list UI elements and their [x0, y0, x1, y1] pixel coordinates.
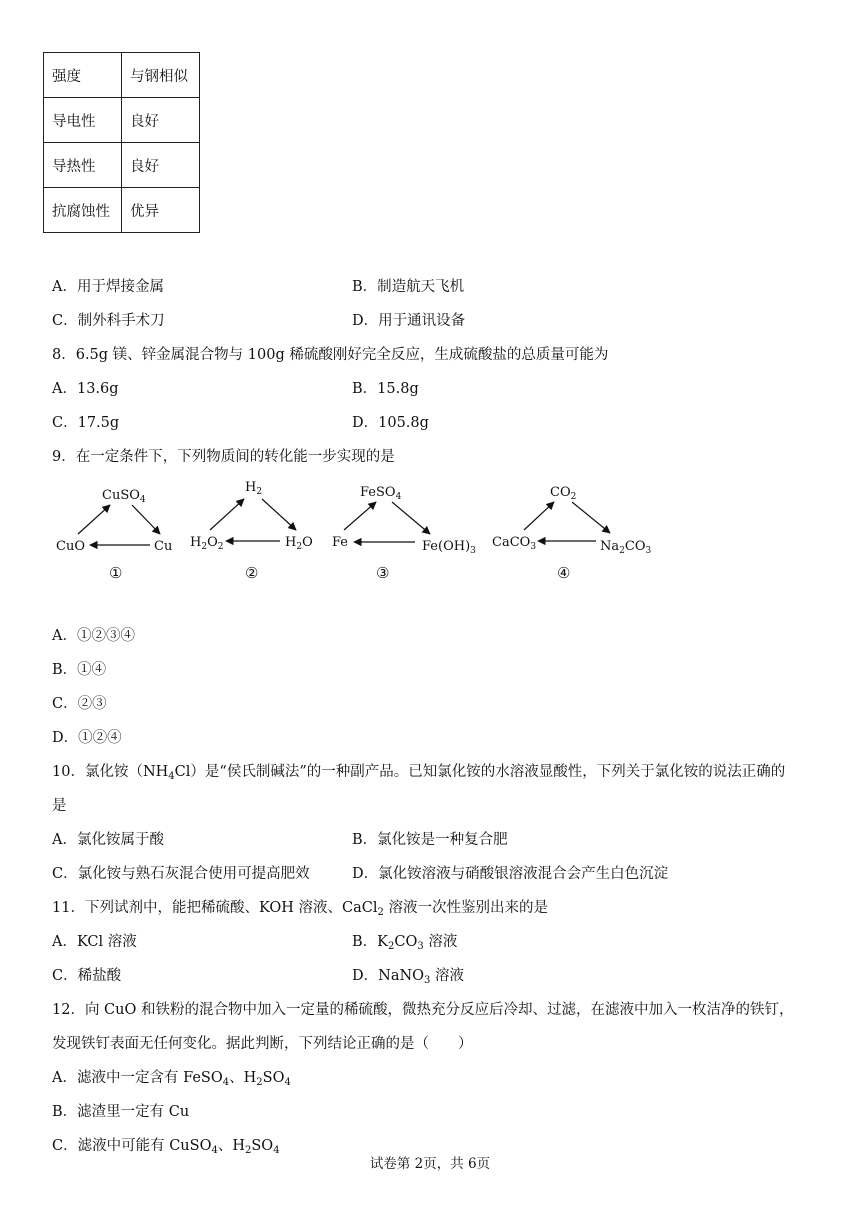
- table-cell: 抗腐蚀性: [44, 188, 122, 233]
- q10-option-a: A．氯化铵属于酸: [52, 832, 164, 848]
- q7-option-b: B．制造航天飞机: [352, 279, 465, 295]
- conversion-diagrams: [40, 478, 680, 588]
- diagram-4-right: $Na_2CO_3$: [600, 539, 652, 556]
- q12-option-a: A．滤液中一定含有 FeSO$_4$、$H_2SO_4$: [52, 1070, 291, 1088]
- table-cell: 导电性: [44, 98, 122, 143]
- q9-option-c: C．②③: [52, 696, 107, 712]
- arrow: [524, 502, 554, 530]
- q12-stem-line2: 发现铁钉表面无任何变化。据此判断，下列结论正确的是（ ）: [52, 1036, 473, 1052]
- table-cell: 良好: [122, 98, 200, 143]
- q9-option-d: D．①②④: [52, 730, 122, 746]
- diagram-1-top: CuSO$_4$: [102, 488, 146, 505]
- diagram-2-top: $H_2$: [245, 480, 263, 497]
- diagram-1-right: Cu: [154, 539, 173, 554]
- q10-option-c: C．氯化铵与熟石灰混合使用可提高肥效: [52, 866, 310, 882]
- table-cell: 优异: [122, 188, 200, 233]
- diagram-2: [190, 480, 313, 582]
- arrow: [262, 499, 296, 530]
- arrow: [132, 505, 160, 534]
- q12-option-c: C．滤液中可能有 CuSO$_4$、$H_2SO_4$: [52, 1138, 280, 1156]
- diagram-4-top: $CO_2$: [550, 485, 577, 502]
- diagram-4: [492, 485, 651, 582]
- diagram-3: [332, 485, 476, 582]
- page-footer: 试卷第 2页，共 6页: [369, 1156, 491, 1172]
- q11-stem: 11．下列试剂中，能把稀硫酸、KOH 溶液、CaCl$_2$ 溶液一次性鉴别出来的是: [52, 900, 548, 918]
- table-row: [44, 143, 200, 188]
- diagram-3-top: FeSO$_4$: [360, 485, 402, 502]
- properties-table: [43, 52, 200, 233]
- table-row: [44, 188, 200, 233]
- table-cell: 与钢相似: [122, 53, 200, 98]
- q7-option-c: C．制外科手术刀: [52, 313, 165, 329]
- q11-option-b: B．$K_2CO_3$ 溶液: [352, 934, 458, 952]
- arrow: [210, 499, 244, 530]
- q7-option-d: D．用于通讯设备: [352, 313, 466, 329]
- table-cell: 导热性: [44, 143, 122, 188]
- diagram-2-number: ②: [245, 564, 259, 582]
- arrow: [392, 502, 430, 534]
- q8-option-d: D．105.8g: [352, 415, 429, 431]
- q12-option-b: B．滤渣里一定有 Cu: [52, 1104, 190, 1120]
- q10-option-b: B．氯化铵是一种复合肥: [352, 832, 508, 848]
- diagram-4-left: CaCO$_3$: [492, 535, 537, 552]
- q8-option-c: C．17.5g: [52, 415, 120, 431]
- table-cell: 良好: [122, 143, 200, 188]
- q7-option-a: A．用于焊接金属: [52, 279, 164, 295]
- q11-option-a: A．KCl 溶液: [52, 934, 137, 950]
- q11-option-d: D．NaNO$_3$ 溶液: [352, 968, 465, 986]
- q10-option-d: D．氯化铵溶液与硝酸银溶液混合会产生白色沉淀: [352, 866, 669, 882]
- q9-option-a: A．①②③④: [52, 628, 135, 644]
- q8-option-a: A．13.6g: [52, 381, 119, 397]
- diagram-1-left: CuO: [56, 539, 85, 554]
- arrow: [78, 505, 110, 534]
- table-row: [44, 53, 200, 98]
- q10-stem-line1: 10．氯化铵$(NH_4Cl)$是“侯氏制碱法”的一种副产品。已知氯化铵的水溶液显酸性，下列关于氯化铵的说法正确的: [52, 764, 786, 782]
- table-cell: 强度: [44, 53, 122, 98]
- q10-stem-line2: 是: [52, 798, 67, 814]
- arrow: [572, 502, 610, 533]
- q11-option-c: C．稀盐酸: [52, 968, 122, 984]
- diagram-1: [56, 488, 172, 582]
- q8-option-b: B．15.8g: [352, 381, 419, 397]
- q12-stem-line1: 12．向 CuO 和铁粉的混合物中加入一定量的稀硫酸，微热充分反应后冷却、过滤，在滤液中加入一枚洁净的铁钉，: [52, 1002, 794, 1018]
- diagram-4-number: ④: [557, 564, 571, 582]
- diagram-1-number: ①: [109, 564, 123, 582]
- diagram-3-left: Fe: [332, 535, 349, 550]
- q9-stem: 9．在一定条件下，下列物质间的转化能一步实现的是: [52, 449, 395, 465]
- diagram-3-number: ③: [376, 564, 390, 582]
- q9-option-b: B．①④: [52, 662, 107, 678]
- table-row: [44, 98, 200, 143]
- arrow: [344, 502, 376, 530]
- diagram-2-left: $H_2O_2$: [190, 535, 224, 552]
- q8-stem: 8．6.5g 镁、锌金属混合物与 100g 稀硫酸刚好完全反应，生成硫酸盐的总质量可能为: [52, 347, 609, 363]
- diagram-2-right: $H_2O$: [285, 535, 313, 552]
- diagram-3-right: $Fe(OH)_3$: [422, 539, 476, 556]
